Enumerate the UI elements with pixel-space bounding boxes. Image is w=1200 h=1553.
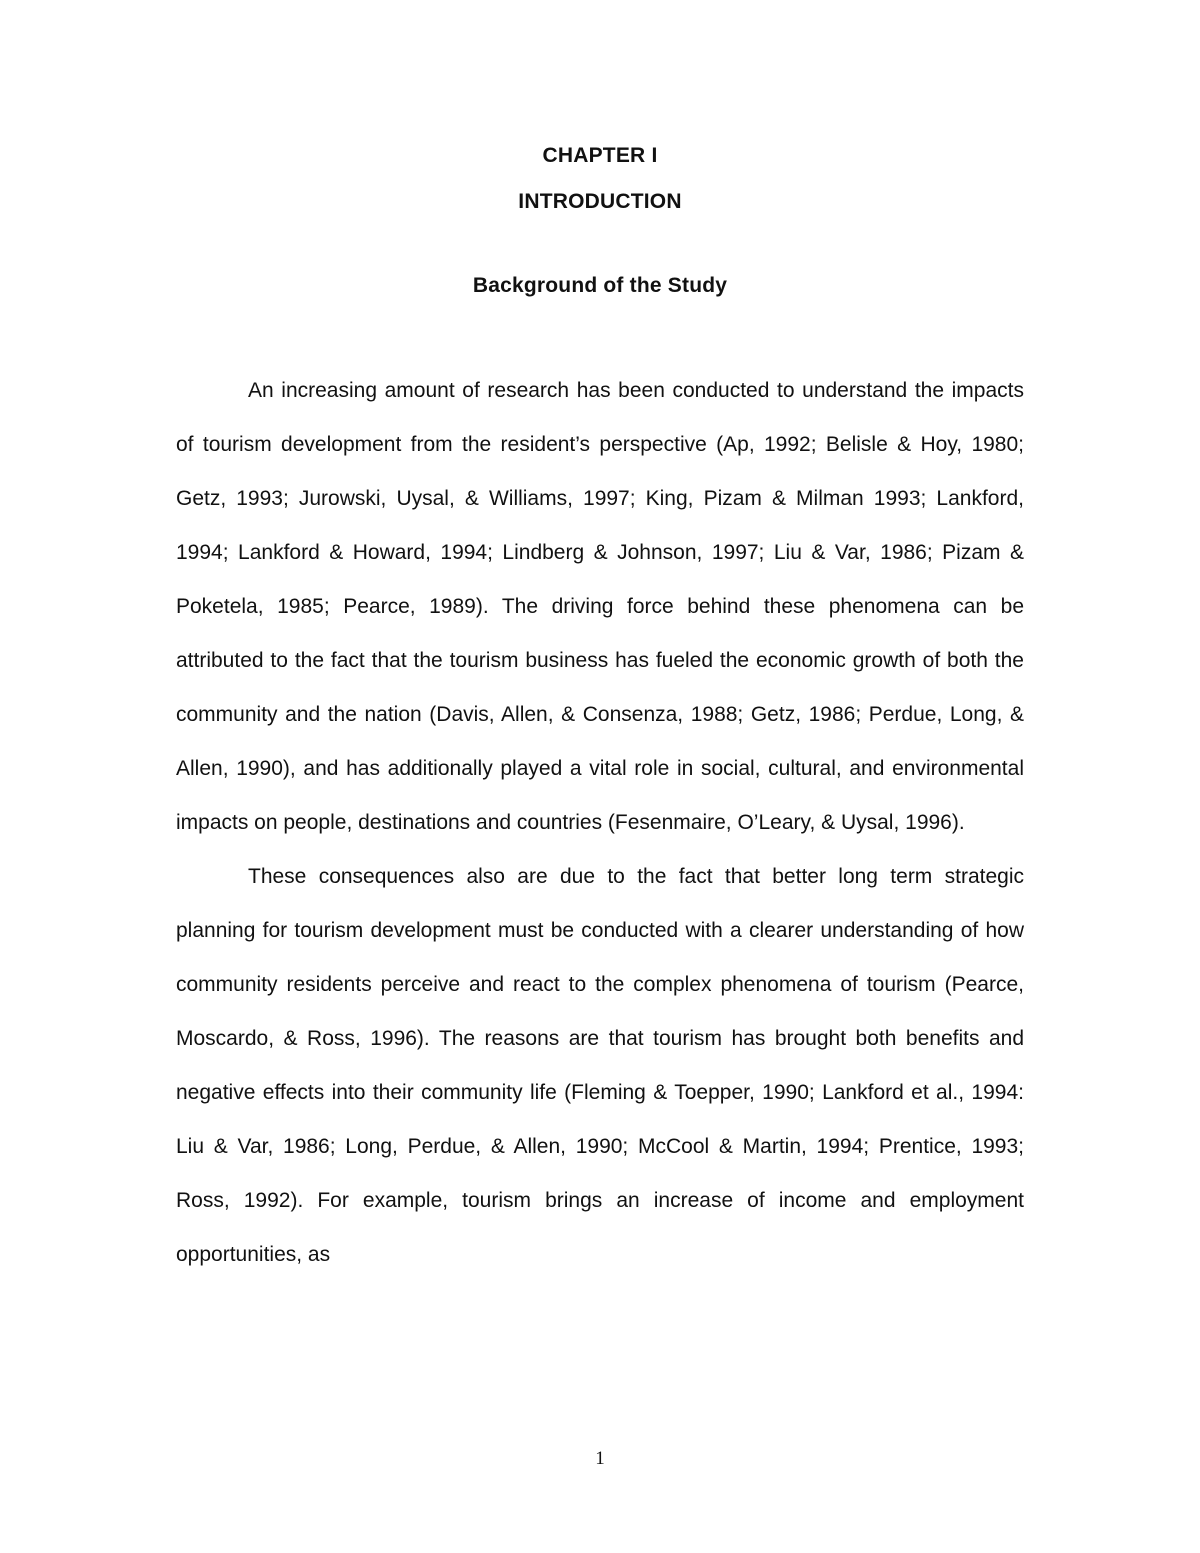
section-heading: Background of the Study [472, 274, 728, 297]
chapter-title: INTRODUCTION [518, 190, 682, 213]
body-text [176, 364, 1024, 1282]
chapter-heading: CHAPTER I [542, 144, 658, 167]
paragraph-2: These consequences also are due to the fact that better long term strategic planning for tourism development must be conducted with a clearer understanding of how community residents perceive and react to the complex phenomena of tourism (Pearce, Moscardo, & Ross, 1996). The reasons are that tourism has brought both benefits and negative effects into their community life (Fleming & Toepper, 1990; Lankford et al., 1994: Liu & Var, 1986; Long, Perdue, & Allen, 1990; McCool & Martin, 1994; Prentice, 1993; Ross, 1992). For example, tourism brings an increase of income and employment opportunities, as [176, 865, 1024, 1266]
page-number: 1 [595, 1448, 605, 1469]
paragraph-1: An increasing amount of research has been conducted to understand the impacts of tourism development from the resident’s perspective (Ap, 1992; Belisle & Hoy, 1980; Getz, 1993; Jurowski, Uysal, & Williams, 1997; King, Pizam & Milman 1993; Lankford, 1994; Lankford & Howard, 1994; Lindberg & Johnson, 1997; Liu & Var, 1986; Pizam & Poketela, 1985; Pearce, 1989). The driving force behind these phenomena can be attributed to the fact that the tourism business has fueled the economic growth of both the community and the nation (Davis, Allen, & Consenza, 1988; Getz, 1986; Perdue, Long, & Allen, 1990), and has additionally played a vital role in social, cultural, and environmental impacts on people, destinations and countries (Fesenmaire, O’Leary, & Uysal, 1996). [176, 379, 1024, 834]
